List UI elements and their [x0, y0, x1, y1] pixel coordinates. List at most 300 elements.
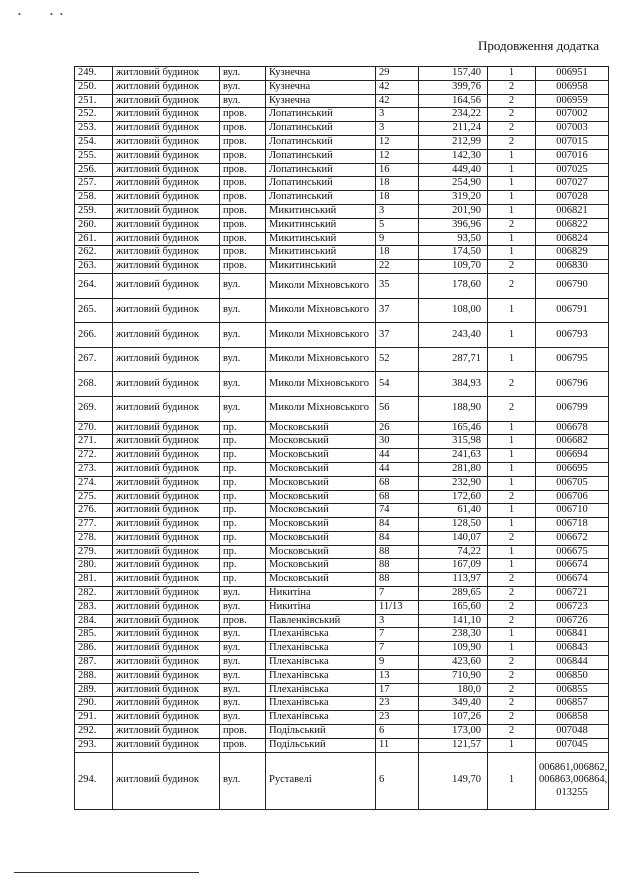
street-name-cell: Миколи Міхновського: [266, 298, 376, 323]
street-name-cell: Московський: [266, 545, 376, 559]
registry-id-cell: 006675: [536, 545, 609, 559]
property-type-cell: житловий будинок: [113, 504, 220, 518]
registry-id-cell: 007002: [536, 108, 609, 122]
street-name-cell: Микитинський: [266, 232, 376, 246]
table-row: [75, 347, 609, 372]
row-number-cell: 280.: [75, 559, 113, 573]
scan-mark: •: [18, 10, 21, 19]
area-cell: 172,60: [419, 490, 488, 504]
property-type-cell: житловий будинок: [113, 122, 220, 136]
registry-id-cell: 007016: [536, 149, 609, 163]
house-number-cell: 30: [376, 435, 419, 449]
table-row: [75, 573, 609, 587]
property-type-cell: житловий будинок: [113, 738, 220, 752]
property-type-cell: житловий будинок: [113, 218, 220, 232]
row-number-cell: 254.: [75, 135, 113, 149]
street-name-cell: Микитинський: [266, 204, 376, 218]
row-number-cell: 292.: [75, 725, 113, 739]
street-kind-cell: пров.: [220, 725, 266, 739]
property-type-cell: житловий будинок: [113, 518, 220, 532]
table-row: [75, 462, 609, 476]
property-type-cell: житловий будинок: [113, 476, 220, 490]
street-name-cell: Плеханівська: [266, 711, 376, 725]
street-kind-cell: вул.: [220, 372, 266, 397]
area-cell: 281,80: [419, 462, 488, 476]
table-row: [75, 738, 609, 752]
rooms-cell: 2: [488, 600, 536, 614]
row-number-cell: 251.: [75, 94, 113, 108]
table-row: [75, 669, 609, 683]
row-number-cell: 249.: [75, 67, 113, 81]
rooms-cell: 2: [488, 273, 536, 298]
property-type-cell: житловий будинок: [113, 669, 220, 683]
property-type-cell: житловий будинок: [113, 573, 220, 587]
street-kind-cell: вул.: [220, 697, 266, 711]
rooms-cell: 1: [488, 298, 536, 323]
property-type-cell: житловий будинок: [113, 323, 220, 348]
table-row: [75, 476, 609, 490]
table-row: [75, 372, 609, 397]
house-number-cell: 11/13: [376, 600, 419, 614]
property-type-cell: житловий будинок: [113, 372, 220, 397]
property-type-cell: житловий будинок: [113, 697, 220, 711]
rooms-cell: 1: [488, 435, 536, 449]
street-kind-cell: пр.: [220, 518, 266, 532]
table-row: [75, 191, 609, 205]
property-type-cell: житловий будинок: [113, 587, 220, 601]
street-name-cell: Лопатинський: [266, 108, 376, 122]
area-cell: 128,50: [419, 518, 488, 532]
area-cell: 232,90: [419, 476, 488, 490]
row-number-cell: 282.: [75, 587, 113, 601]
street-kind-cell: пр.: [220, 504, 266, 518]
table-row: [75, 628, 609, 642]
table-row: [75, 149, 609, 163]
street-kind-cell: вул.: [220, 587, 266, 601]
property-type-cell: житловий будинок: [113, 559, 220, 573]
property-type-cell: житловий будинок: [113, 149, 220, 163]
street-kind-cell: пр.: [220, 435, 266, 449]
registry-id-cell: 006674: [536, 559, 609, 573]
house-number-cell: 88: [376, 559, 419, 573]
street-name-cell: Московський: [266, 518, 376, 532]
house-number-cell: 9: [376, 656, 419, 670]
house-number-cell: 44: [376, 462, 419, 476]
registry-id-cell: 006790: [536, 273, 609, 298]
street-kind-cell: вул.: [220, 752, 266, 809]
registry-id-cell: 006824: [536, 232, 609, 246]
row-number-cell: 286.: [75, 642, 113, 656]
rooms-cell: 1: [488, 191, 536, 205]
house-number-cell: 68: [376, 476, 419, 490]
row-number-cell: 278.: [75, 531, 113, 545]
property-type-cell: житловий будинок: [113, 628, 220, 642]
house-number-cell: 88: [376, 573, 419, 587]
house-number-cell: 52: [376, 347, 419, 372]
row-number-cell: 281.: [75, 573, 113, 587]
street-kind-cell: пр.: [220, 462, 266, 476]
area-cell: 384,93: [419, 372, 488, 397]
house-number-cell: 16: [376, 163, 419, 177]
table-row: [75, 273, 609, 298]
registry-id-cell: 006672: [536, 531, 609, 545]
house-number-cell: 44: [376, 449, 419, 463]
rooms-cell: 2: [488, 656, 536, 670]
area-cell: 109,70: [419, 260, 488, 274]
row-number-cell: 269.: [75, 396, 113, 421]
registry-id-cell: 006858: [536, 711, 609, 725]
street-name-cell: Плеханівська: [266, 656, 376, 670]
table-row: [75, 232, 609, 246]
street-kind-cell: вул.: [220, 80, 266, 94]
house-number-cell: 3: [376, 614, 419, 628]
registry-id-cell: 006821: [536, 204, 609, 218]
street-name-cell: Микитинський: [266, 218, 376, 232]
house-number-cell: 88: [376, 545, 419, 559]
house-number-cell: 6: [376, 725, 419, 739]
area-cell: 61,40: [419, 504, 488, 518]
table-row: [75, 656, 609, 670]
area-cell: 121,57: [419, 738, 488, 752]
row-number-cell: 256.: [75, 163, 113, 177]
row-number-cell: 267.: [75, 347, 113, 372]
table-row: [75, 725, 609, 739]
street-name-cell: Плеханівська: [266, 683, 376, 697]
rooms-cell: 1: [488, 504, 536, 518]
rooms-cell: 1: [488, 149, 536, 163]
street-kind-cell: вул.: [220, 600, 266, 614]
registry-id-cell: 006861,006862, 006863,006864, 013255: [536, 752, 609, 809]
registry-id-cell: 006796: [536, 372, 609, 397]
rooms-cell: 2: [488, 614, 536, 628]
area-cell: 149,70: [419, 752, 488, 809]
rooms-cell: 1: [488, 163, 536, 177]
street-name-cell: Кузнечна: [266, 67, 376, 81]
street-name-cell: Московський: [266, 462, 376, 476]
street-name-cell: Московський: [266, 476, 376, 490]
table-row: [75, 260, 609, 274]
table-row: [75, 204, 609, 218]
row-number-cell: 290.: [75, 697, 113, 711]
row-number-cell: 276.: [75, 504, 113, 518]
street-kind-cell: пров.: [220, 122, 266, 136]
area-cell: 165,46: [419, 421, 488, 435]
street-name-cell: Плеханівська: [266, 669, 376, 683]
property-type-cell: житловий будинок: [113, 683, 220, 697]
rooms-cell: 2: [488, 396, 536, 421]
street-name-cell: Микитинський: [266, 260, 376, 274]
rooms-cell: 2: [488, 218, 536, 232]
street-kind-cell: вул.: [220, 711, 266, 725]
street-kind-cell: вул.: [220, 396, 266, 421]
area-cell: 287,71: [419, 347, 488, 372]
street-name-cell: Подільський: [266, 725, 376, 739]
house-number-cell: 56: [376, 396, 419, 421]
area-cell: 423,60: [419, 656, 488, 670]
street-name-cell: Московський: [266, 435, 376, 449]
street-name-cell: Московський: [266, 490, 376, 504]
scan-mark: •: [60, 10, 63, 19]
house-number-cell: 42: [376, 94, 419, 108]
house-number-cell: 84: [376, 531, 419, 545]
house-number-cell: 7: [376, 587, 419, 601]
table-row: [75, 697, 609, 711]
registry-id-cell: 006822: [536, 218, 609, 232]
street-name-cell: Кузнечна: [266, 94, 376, 108]
street-kind-cell: пров.: [220, 135, 266, 149]
table-row: [75, 518, 609, 532]
rooms-cell: 2: [488, 122, 536, 136]
street-name-cell: Московський: [266, 504, 376, 518]
rooms-cell: 1: [488, 246, 536, 260]
street-name-cell: Миколи Міхновського: [266, 347, 376, 372]
area-cell: 211,24: [419, 122, 488, 136]
street-name-cell: Миколи Міхновського: [266, 396, 376, 421]
registry-id-cell: 006793: [536, 323, 609, 348]
registry-id-cell: 006959: [536, 94, 609, 108]
registry-id-cell: 006841: [536, 628, 609, 642]
rooms-cell: 1: [488, 449, 536, 463]
street-kind-cell: вул.: [220, 298, 266, 323]
table-row: [75, 177, 609, 191]
street-name-cell: Подільський: [266, 738, 376, 752]
area-cell: 140,07: [419, 531, 488, 545]
rooms-cell: 1: [488, 462, 536, 476]
registry-id-cell: 007003: [536, 122, 609, 136]
rooms-cell: 2: [488, 372, 536, 397]
table-row: [75, 490, 609, 504]
area-cell: 289,65: [419, 587, 488, 601]
street-kind-cell: пр.: [220, 559, 266, 573]
area-cell: 108,00: [419, 298, 488, 323]
street-kind-cell: вул.: [220, 323, 266, 348]
row-number-cell: 289.: [75, 683, 113, 697]
table-row: [75, 218, 609, 232]
row-number-cell: 265.: [75, 298, 113, 323]
row-number-cell: 266.: [75, 323, 113, 348]
rooms-cell: 1: [488, 476, 536, 490]
house-number-cell: 3: [376, 122, 419, 136]
area-cell: 241,63: [419, 449, 488, 463]
street-name-cell: Лопатинський: [266, 177, 376, 191]
house-number-cell: 37: [376, 323, 419, 348]
row-number-cell: 271.: [75, 435, 113, 449]
house-number-cell: 12: [376, 149, 419, 163]
street-kind-cell: пр.: [220, 449, 266, 463]
property-type-cell: житловий будинок: [113, 108, 220, 122]
street-kind-cell: пр.: [220, 573, 266, 587]
area-cell: 167,09: [419, 559, 488, 573]
street-name-cell: Московський: [266, 531, 376, 545]
property-type-cell: житловий будинок: [113, 396, 220, 421]
street-kind-cell: пр.: [220, 531, 266, 545]
registry-id-cell: 006721: [536, 587, 609, 601]
rooms-cell: 1: [488, 642, 536, 656]
street-name-cell: Миколи Міхновського: [266, 273, 376, 298]
street-name-cell: Московський: [266, 421, 376, 435]
row-number-cell: 287.: [75, 656, 113, 670]
rooms-cell: 2: [488, 669, 536, 683]
row-number-cell: 270.: [75, 421, 113, 435]
rooms-cell: 1: [488, 347, 536, 372]
registry-id-cell: 006799: [536, 396, 609, 421]
table-row: [75, 135, 609, 149]
property-type-cell: житловий будинок: [113, 421, 220, 435]
house-number-cell: 26: [376, 421, 419, 435]
house-number-cell: 17: [376, 683, 419, 697]
property-type-cell: житловий будинок: [113, 752, 220, 809]
registry-id-cell: 006674: [536, 573, 609, 587]
row-number-cell: 252.: [75, 108, 113, 122]
registry-id-cell: 006844: [536, 656, 609, 670]
rooms-cell: 1: [488, 752, 536, 809]
rooms-cell: 1: [488, 738, 536, 752]
area-cell: 107,26: [419, 711, 488, 725]
registry-id-cell: 007015: [536, 135, 609, 149]
registry-id-cell: 006850: [536, 669, 609, 683]
row-number-cell: 260.: [75, 218, 113, 232]
rooms-cell: 1: [488, 232, 536, 246]
street-kind-cell: вул.: [220, 683, 266, 697]
rooms-cell: 2: [488, 531, 536, 545]
house-number-cell: 7: [376, 642, 419, 656]
area-cell: 164,56: [419, 94, 488, 108]
registry-id-cell: 006951: [536, 67, 609, 81]
row-number-cell: 285.: [75, 628, 113, 642]
street-kind-cell: пров.: [220, 108, 266, 122]
house-number-cell: 18: [376, 177, 419, 191]
street-kind-cell: пров.: [220, 163, 266, 177]
registry-id-cell: 006682: [536, 435, 609, 449]
property-type-cell: житловий будинок: [113, 246, 220, 260]
row-number-cell: 261.: [75, 232, 113, 246]
property-type-cell: житловий будинок: [113, 135, 220, 149]
street-kind-cell: пр.: [220, 545, 266, 559]
street-name-cell: Лопатинський: [266, 191, 376, 205]
street-name-cell: Плеханівська: [266, 697, 376, 711]
rooms-cell: 1: [488, 204, 536, 218]
area-cell: 399,76: [419, 80, 488, 94]
registry-id-cell: 007028: [536, 191, 609, 205]
registry-id-cell: 006791: [536, 298, 609, 323]
row-number-cell: 258.: [75, 191, 113, 205]
row-number-cell: 279.: [75, 545, 113, 559]
property-type-cell: житловий будинок: [113, 711, 220, 725]
page-header: Продовження додатка: [478, 38, 599, 53]
table-row: [75, 246, 609, 260]
house-number-cell: 13: [376, 669, 419, 683]
table-body: [75, 67, 609, 810]
property-type-cell: житловий будинок: [113, 490, 220, 504]
property-type-cell: житловий будинок: [113, 273, 220, 298]
rooms-cell: 1: [488, 323, 536, 348]
table-row: [75, 559, 609, 573]
street-kind-cell: пров.: [220, 149, 266, 163]
registry-id-cell: 006855: [536, 683, 609, 697]
table-row: [75, 642, 609, 656]
row-number-cell: 264.: [75, 273, 113, 298]
area-cell: 243,40: [419, 323, 488, 348]
property-type-cell: житловий будинок: [113, 232, 220, 246]
area-cell: 188,90: [419, 396, 488, 421]
area-cell: 93,50: [419, 232, 488, 246]
house-number-cell: 6: [376, 752, 419, 809]
table-row: [75, 323, 609, 348]
rooms-cell: 1: [488, 177, 536, 191]
house-number-cell: 18: [376, 191, 419, 205]
street-name-cell: Московський: [266, 449, 376, 463]
table-row: [75, 421, 609, 435]
street-name-cell: Лопатинський: [266, 135, 376, 149]
street-name-cell: Кузнечна: [266, 80, 376, 94]
row-number-cell: 272.: [75, 449, 113, 463]
street-kind-cell: пров.: [220, 204, 266, 218]
property-type-cell: житловий будинок: [113, 191, 220, 205]
rooms-cell: 2: [488, 108, 536, 122]
row-number-cell: 294.: [75, 752, 113, 809]
area-cell: 174,50: [419, 246, 488, 260]
table-row: [75, 298, 609, 323]
rooms-cell: 2: [488, 587, 536, 601]
row-number-cell: 257.: [75, 177, 113, 191]
street-name-cell: Московський: [266, 573, 376, 587]
table-row: [75, 587, 609, 601]
street-name-cell: Лопатинський: [266, 163, 376, 177]
table-row: [75, 67, 609, 81]
registry-id-cell: 006723: [536, 600, 609, 614]
row-number-cell: 284.: [75, 614, 113, 628]
area-cell: 201,90: [419, 204, 488, 218]
property-type-cell: житловий будинок: [113, 177, 220, 191]
property-type-cell: житловий будинок: [113, 449, 220, 463]
area-cell: 142,30: [419, 149, 488, 163]
table-row: [75, 600, 609, 614]
area-cell: 180,0: [419, 683, 488, 697]
street-name-cell: Никитіна: [266, 587, 376, 601]
street-kind-cell: пров.: [220, 614, 266, 628]
street-name-cell: Лопатинський: [266, 149, 376, 163]
house-number-cell: 5: [376, 218, 419, 232]
property-type-cell: житловий будинок: [113, 435, 220, 449]
registry-id-cell: 006678: [536, 421, 609, 435]
rooms-cell: 2: [488, 697, 536, 711]
house-number-cell: 54: [376, 372, 419, 397]
house-number-cell: 23: [376, 711, 419, 725]
street-name-cell: Павленківський: [266, 614, 376, 628]
registry-id-cell: 006830: [536, 260, 609, 274]
property-type-cell: житловий будинок: [113, 298, 220, 323]
table-row: [75, 614, 609, 628]
rooms-cell: 2: [488, 94, 536, 108]
rooms-cell: 2: [488, 573, 536, 587]
rooms-cell: 2: [488, 80, 536, 94]
street-name-cell: Руставелі: [266, 752, 376, 809]
property-type-cell: житловий будинок: [113, 600, 220, 614]
street-name-cell: Миколи Міхновського: [266, 323, 376, 348]
street-kind-cell: вул.: [220, 642, 266, 656]
row-number-cell: 288.: [75, 669, 113, 683]
property-type-cell: житловий будинок: [113, 614, 220, 628]
property-type-cell: житловий будинок: [113, 204, 220, 218]
street-kind-cell: пров.: [220, 738, 266, 752]
area-cell: 178,60: [419, 273, 488, 298]
table-row: [75, 545, 609, 559]
table-row: [75, 396, 609, 421]
street-kind-cell: пров.: [220, 191, 266, 205]
rooms-cell: 1: [488, 559, 536, 573]
rooms-cell: 2: [488, 490, 536, 504]
property-type-cell: житловий будинок: [113, 531, 220, 545]
